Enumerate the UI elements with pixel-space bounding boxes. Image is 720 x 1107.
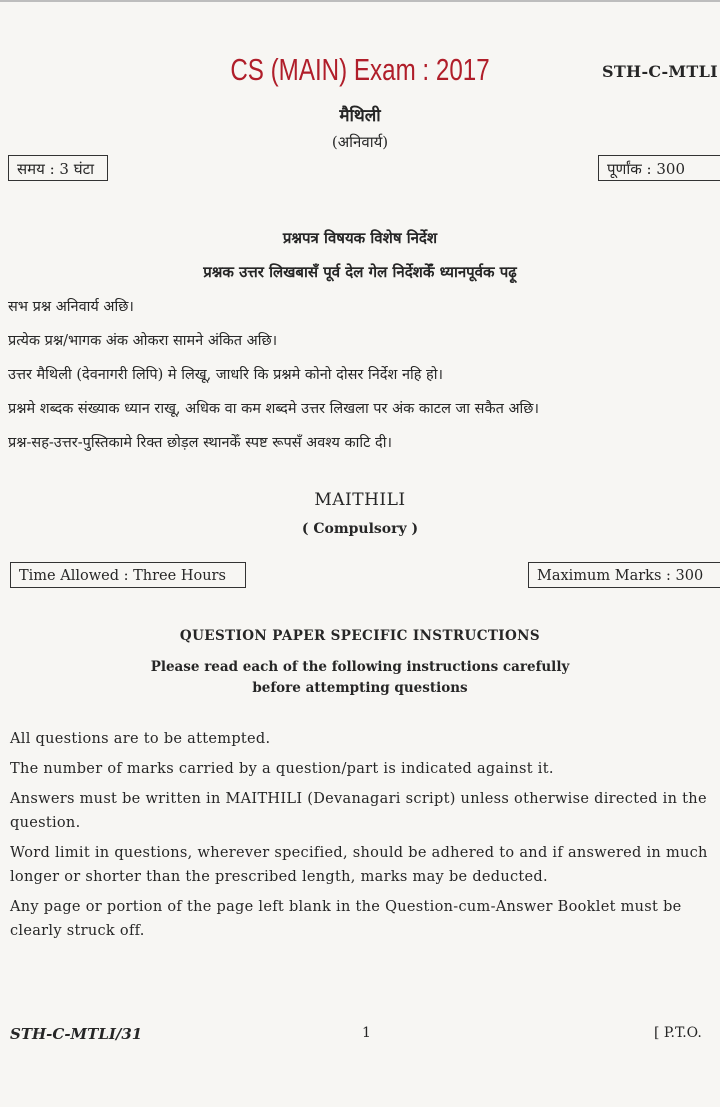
instructions-subheading-hindi: प्रश्नक उत्तर लिखबासँ पूर्व देल गेल निर्देशकेँ ध्यानपूर्वक पढ़ू [203, 263, 517, 281]
instruction-english-4: Word limit in questions, wherever specified, should be adhered to and if answered in much longer or shorter than the prescribed length, marks may be deducted. [10, 845, 708, 885]
footer-paper-code: STH-C-MTLI/31 [10, 1025, 143, 1043]
time-allowed-hindi-box: समय : 3 घंटा [8, 155, 108, 181]
pto-label: [ P.T.O. [654, 1025, 702, 1041]
instruction-hindi-1: सभ प्रश्न अनिवार्य अछि। [8, 299, 134, 315]
instructions-list-hindi [8, 296, 539, 466]
instructions-list-english [10, 727, 720, 949]
instructions-subheading-english-line1: Please read each of the following instructions carefully [150, 659, 570, 675]
compulsory-english: ( Compulsory ) [301, 521, 419, 537]
exam-title: CS (MAIN) Exam : 2017 [230, 52, 490, 87]
instruction-hindi-2: प्रत्येक प्रश्न/भागक अंक ओकरा सामने अंकित अछि। [8, 333, 278, 349]
instruction-english-2: The number of marks carried by a question/part is indicated against it. [10, 761, 554, 777]
subject-hindi: मैथिली [339, 106, 381, 126]
page-number: 1 [362, 1025, 371, 1041]
subject-english: MAITHILI [314, 490, 406, 510]
top-rule [0, 0, 720, 2]
instruction-hindi-5: प्रश्न-सह-उत्तर-पुस्तिकामे रिक्त छोड़ल स्थानकेँ स्पष्ट रूपसँ अवश्य काटि दी। [8, 435, 392, 451]
compulsory-hindi: (अनिवार्य) [331, 133, 389, 151]
max-marks-hindi-box: पूर्णांक : 300 [598, 155, 720, 181]
paper-code: STH-C-MTLI [602, 62, 718, 81]
max-marks-english-box: Maximum Marks : 300 [528, 562, 720, 588]
instructions-heading-english: QUESTION PAPER SPECIFIC INSTRUCTIONS [179, 628, 541, 644]
instruction-hindi-3: उत्तर मैथिली (देवनागरी लिपि) मे लिखू, जाधरि कि प्रश्नमे कोनो दोसर निर्देश नहि हो। [8, 367, 444, 383]
instruction-english-3: Answers must be written in MAITHILI (Devanagari script) unless otherwise directed in the question. [10, 791, 707, 831]
instruction-hindi-4: प्रश्नमे शब्दक संख्याक ध्यान राखू, अधिक वा कम शब्दमे उत्तर लिखला पर अंक काटल जा सकैत अछि। [8, 401, 539, 417]
time-allowed-english-box: Time Allowed : Three Hours [10, 562, 246, 588]
instruction-english-5: Any page or portion of the page left blank in the Question-cum-Answer Booklet must be clearly struck off. [10, 899, 682, 939]
instructions-subheading-english-line2: before attempting questions [252, 680, 468, 696]
instruction-english-1: All questions are to be attempted. [10, 731, 271, 747]
instructions-heading-hindi: प्रश्नपत्र विषयक विशेष निर्देश [282, 229, 438, 247]
